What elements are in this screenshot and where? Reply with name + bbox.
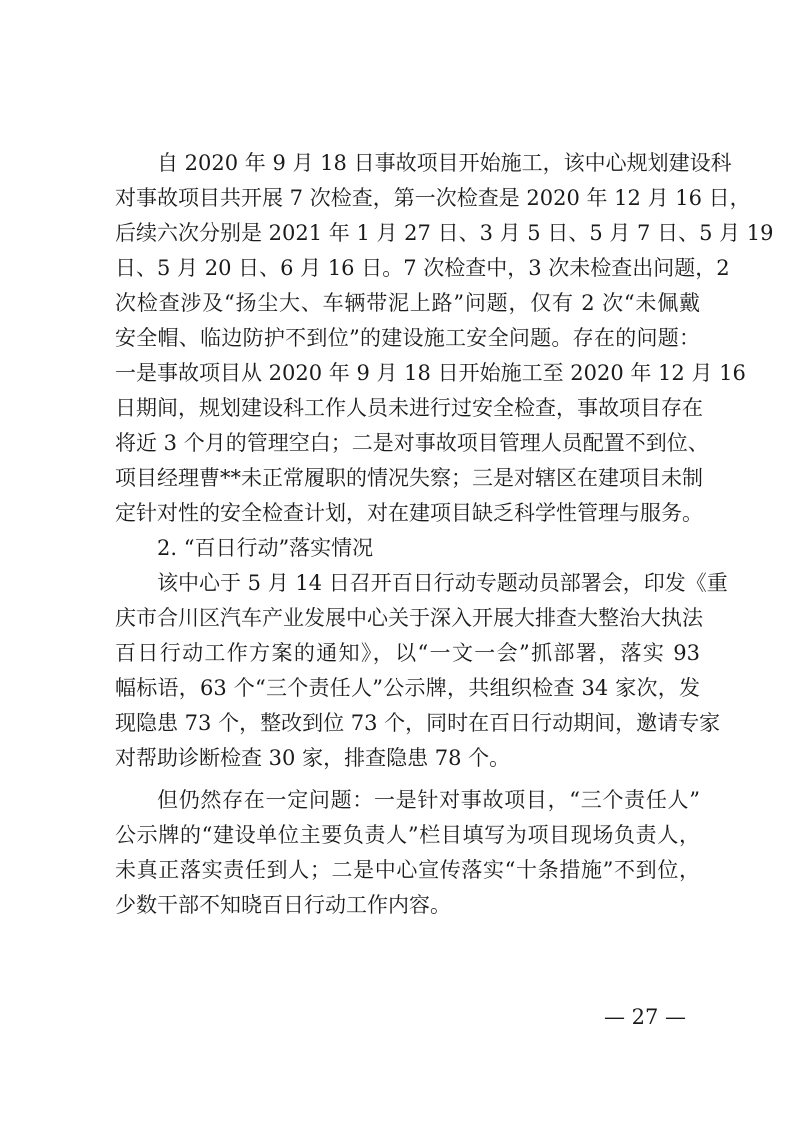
paragraph-line: 百日行动工作方案的通知》，以“一文一会”抓部署，落实 93 <box>115 641 700 665</box>
paragraph-line: 项目经理曹**未正常履职的情况失察；三是对辖区在建项目未制 <box>115 466 703 490</box>
paragraph-line: 少数干部不知晓百日行动工作内容。 <box>115 893 451 917</box>
paragraph-line: 定针对性的安全检查计划，对在建项目缺乏科学性管理与服务。 <box>115 501 703 525</box>
paragraph-spacer <box>115 776 700 783</box>
paragraph-line: 一是事故项目从 2020 年 9 月 18 日开始施工至 2020 年 12 月 16 <box>115 361 746 385</box>
paragraph-line: 后续六次分别是 2021 年 1 月 27 日、3 月 5 日、5 月 7 日、5 月 19 <box>115 221 774 245</box>
paragraph-line: 将近 3 个月的管理空白；二是对事故项目管理人员配置不到位、 <box>115 431 709 455</box>
paragraph-hundred-day-action <box>115 566 728 776</box>
paragraph-remaining-problems <box>115 783 700 923</box>
paragraph-line: 但仍然存在一定问题：一是针对事故项目，“三个责任人” <box>157 788 700 812</box>
paragraph-line: 次检查涉及“扬尘大、车辆带泥上路”问题，仅有 2 次“未佩戴 <box>115 291 700 315</box>
paragraph-line: 未真正落实责任到人；二是中心宣传落实“十条措施”不到位， <box>115 858 700 882</box>
paragraph-inspection-record <box>115 146 774 531</box>
body-text <box>115 146 774 923</box>
paragraph-line: 日、5 月 20 日、6 月 16 日。7 次检查中，3 次未检查出问题，2 <box>115 256 730 280</box>
page-number: — 27 — <box>603 1005 687 1029</box>
paragraph-line: 对帮助诊断检查 30 家，排查隐患 78 个。 <box>115 746 511 770</box>
paragraph-line: 该中心于 5 月 14 日召开百日行动专题动员部署会，印发《重 <box>157 571 728 595</box>
paragraph-line: 现隐患 73 个，整改到位 73 个，同时在百日行动期间，邀请专家 <box>115 711 721 735</box>
paragraph-line: 公示牌的“建设单位主要负责人”栏目填写为项目现场负责人， <box>115 823 700 847</box>
paragraph-line: 日期间，规划建设科工作人员未进行过安全检查，事故项目存在 <box>115 396 703 420</box>
section-heading: 2. “百日行动”落实情况 <box>157 536 374 560</box>
paragraph-line: 对事故项目共开展 7 次检查，第一次检查是 2020 年 12 月 16 日， <box>115 186 751 210</box>
paragraph-line: 幅标语，63 个“三个责任人”公示牌，共组织检查 34 家次，发 <box>115 676 700 700</box>
paragraph-line: 安全帽、临边防护不到位”的建设施工安全问题。存在的问题： <box>115 326 700 350</box>
paragraph-line: 自 2020 年 9 月 18 日事故项目开始施工，该中心规划建设科 <box>157 151 732 175</box>
paragraph-line: 庆市合川区汽车产业发展中心关于深入开展大排查大整治大执法 <box>115 606 703 630</box>
